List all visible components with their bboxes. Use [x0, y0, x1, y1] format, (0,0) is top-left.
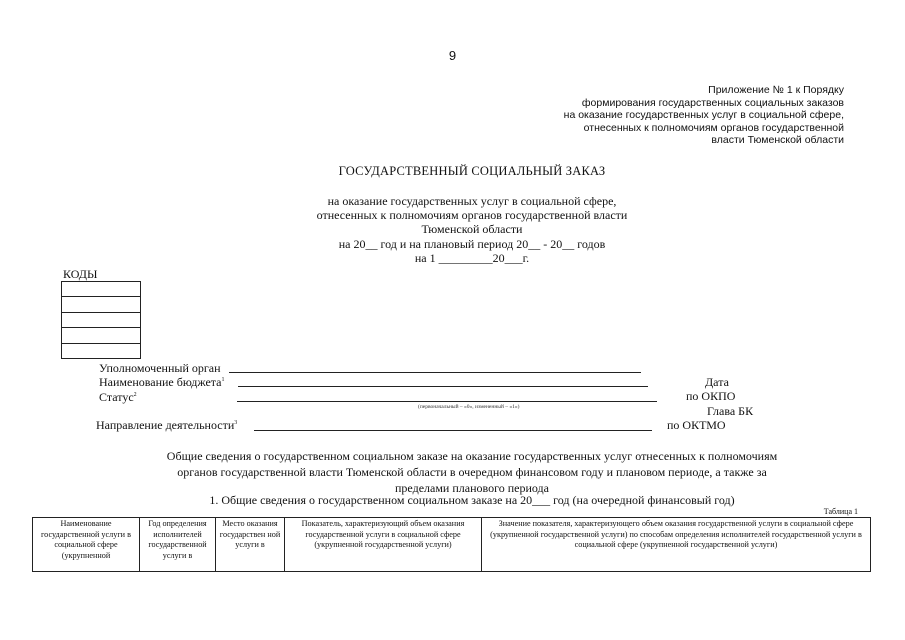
code-cell[interactable]: [61, 312, 141, 327]
code-cell[interactable]: [61, 343, 141, 359]
budget-name-text: Наименование бюджета: [99, 375, 222, 389]
appendix-note: [564, 84, 844, 147]
table-header-cell: Наименование государственной услуги в социальной сфере (укрупненной: [33, 518, 140, 572]
codes-label: КОДЫ: [63, 267, 98, 281]
table-label: Таблица 1: [823, 507, 858, 516]
general-info-heading: [0, 448, 905, 496]
table-header-cell: Показатель, характеризующий объем оказания государственной услуги в социальной сфере (укрупненной государственной услуги): [285, 518, 482, 572]
status-text: Статус: [99, 390, 134, 404]
general-info-line: органов государственной власти Тюменской области в очередном финансовом году и плановом периоде, а также за: [177, 465, 767, 479]
section-1-heading: 1. Общие сведения о государственном социальном заказе на 20___ год (на очередной финансовый год): [209, 493, 735, 507]
activity-direction-label: [96, 418, 237, 433]
appendix-line: на оказание государственных услуг в социальной сфере,: [563, 109, 844, 122]
footnote-marker: 1: [221, 377, 225, 383]
document-title: ГОСУДАРСТВЕННЫЙ СОЦИАЛЬНЫЙ ЗАКАЗ: [338, 164, 606, 178]
status-label: [99, 390, 137, 405]
table-header-cell: Год определения исполнителей государственной услуги в: [140, 518, 216, 572]
authorized-body-label: Уполномоченный орган: [99, 361, 221, 375]
appendix-line: формирования государственных социальных заказов: [581, 96, 844, 109]
code-cell[interactable]: [61, 296, 141, 311]
footnote-marker: 3: [234, 420, 238, 426]
activity-direction-line[interactable]: [254, 430, 652, 431]
subtitle-line: на 1 _________20___г.: [414, 250, 530, 265]
subtitle-line: на 20__ год и на плановый период 20__ - 20__ годов: [338, 236, 606, 251]
budget-name-line[interactable]: [238, 386, 648, 387]
oktmo-label: по ОКТМО: [667, 418, 726, 432]
general-info-line: Общие сведения о государственном социальном заказе на оказание государственных услуг отнесенных к полномочиям: [166, 449, 778, 463]
appendix-line: отнесенных к полномочиям органов государственной: [583, 121, 844, 134]
subtitle-line: Тюменской области: [421, 222, 523, 237]
subtitle-line: на оказание государственных услуг в социальной сфере,: [327, 194, 617, 208]
status-note: (первоначальный – «0», измененный – «1»): [418, 404, 520, 410]
page-number: 9: [448, 48, 457, 63]
table-header-cell: Место оказания государствен ной услуги в: [216, 518, 285, 572]
appendix-line: Приложение № 1 к Порядку: [708, 84, 844, 96]
footnote-marker: 2: [133, 392, 137, 398]
codes-box: [61, 281, 141, 359]
code-cell[interactable]: [61, 327, 141, 342]
status-line[interactable]: [237, 401, 657, 402]
authorized-body-line[interactable]: [229, 372, 641, 373]
subtitle-line: отнесенных к полномочиям органов государственной власти: [316, 208, 628, 223]
general-info-line: пределами планового периода: [395, 481, 549, 495]
document-subtitle: [0, 194, 905, 265]
activity-direction-text: Направление деятельности: [96, 418, 235, 432]
glava-bk-label: Глава БК: [707, 404, 754, 418]
table-header-row: [33, 518, 871, 572]
date-label: Дата: [705, 375, 729, 389]
budget-name-label: [99, 375, 225, 390]
table-1: [32, 517, 871, 572]
table-header-cell: Значение показателя, характеризующего объем оказания государственной услуги в социальной сфере (укрупненной государственной услуги) по способам определения исполнителей государственной услуги в социальной сфере (укрупненной государственной услуги): [482, 518, 871, 572]
code-cell[interactable]: [61, 281, 141, 296]
okpo-label: по ОКПО: [686, 389, 736, 403]
appendix-line: власти Тюменской области: [711, 134, 844, 147]
